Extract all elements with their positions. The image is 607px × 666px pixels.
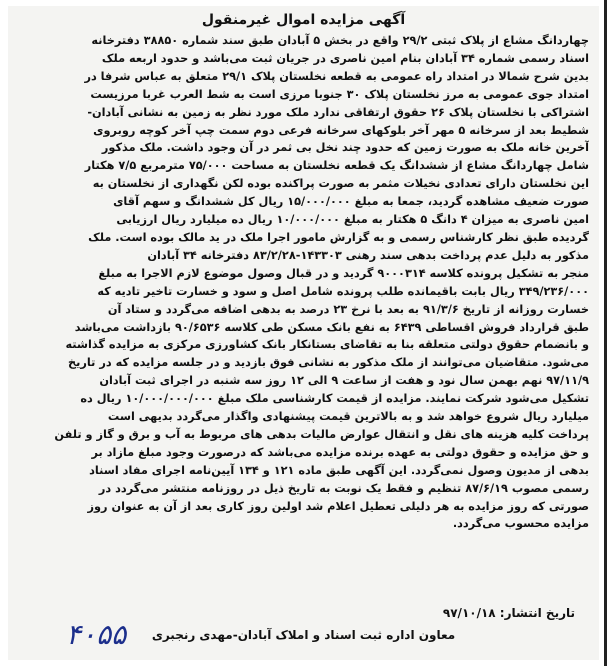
body-line: اسناد رسمی شماره ۳۴ آبادان بنام امین ناصری در جریان ثبت می‌باشد و حدود اربعه ملک xyxy=(101,51,589,65)
body-line: منجر به تشکیل پرونده کلاسه ۹۰۰۰۳۱۴ گردید و در قبال وصول موضوع لازم الاجرا به مبلغ xyxy=(98,266,589,280)
body-line: این نخلستان دارای تعدادی نخیلات مثمر به صورت پراکنده بوده لکن نگهداری از نخلستان به xyxy=(92,177,589,191)
body-line: مذکور به دلیل عدم پرداخت بدهی سند رهنی ۱۴۳۳۰۳-۸۳/۲/۲۸ دفترخانه ۳۴ آبادان xyxy=(147,248,589,262)
body-line: امتداد جوی عمومی به مرز نخلستان پلاک ۳۰ جنوبا مرزی است به شط العرب غربا مرزیست xyxy=(90,87,589,101)
body-line: چهاردانگ مشاع از پلاک ثبتی ۲۹/۲ واقع در بخش ۵ آبادان طبق سند شماره ۳۸۸۵۰ دفترخانه xyxy=(91,34,589,47)
publication-date: تاریخ انتشار: ۹۷/۱۰/۱۸ xyxy=(442,606,575,620)
body-line: ۳۴۹/۲۳۶/۰۰۰ ریال بابت باقیمانده طلب پرونده شامل اصل و سود و خسارت تاخیر تادیه که xyxy=(97,284,589,298)
body-line: و بانضمام حقوق دولتی متعلقه بنا به تقاضای بستانکار بانک کشاورزی مرکزی به مزایده گذاشته xyxy=(65,338,589,352)
body-line: تشکیل می‌شود شرکت نمایند. مزایده از قیمت کارشناسی ملک مبلغ ۱۰/۰۰۰/۰۰۰/۰۰۰ ریال ده xyxy=(80,392,589,406)
body-line: طبق قرارداد فروش اقساطی ۶۴۳۹ به نفع بانک مسکن طی کلاسه ۹۰/۶۵۳۶ بازداشت می‌باشد xyxy=(74,320,589,334)
body-line: اشتراکی با نخلستان پلاک ۲۶ حقوق ارتفاقی ندارد ملک مورد نظر به زمین به نشانی آبادان- xyxy=(87,105,589,119)
body-line: می‌شود. متقاضیان می‌توانند از ملک مذکور به نشانی فوق بازدید و در جلسه مزایده که در تاریخ xyxy=(68,356,589,370)
body-line: صورت ضعیف مشاهده گردید، جمعا به مبلغ ۱۵/۰۰۰/۰۰۰ ریال کل ششدانگ و سهم آقای xyxy=(113,195,589,209)
signature-line: معاون اداره ثبت اسناد و املاک آبادان-مهدی رنجبری xyxy=(151,628,456,642)
body-line: آخرین خانه ملک به صورت زمین که حدود چند نخل بی ثمر در آن وجود داشت. ملک مذکور xyxy=(101,141,589,155)
body-line: گردیده طبق نظر کارشناس رسمی و به گزارش مامور اجرا ملک در ید مالک بوده است. ملک xyxy=(88,230,589,244)
body-line: شطیط بعد از سرخانه ۵ مهر آخر بلوکهای سرخانه فرعی دوم سمت چپ آخر کوچه روبروی xyxy=(93,123,589,137)
body-line: بدهی از مدیون وصول نمی‌گردد. این آگهی طبق ماده ۱۲۱ و ۱۳۴ آیین‌نامه اجرای مفاد اسناد xyxy=(89,463,589,477)
body-line: میلیارد ریال شروع خواهد شد و به بالاترین قیمت پیشنهادی واگذار می‌گردد بدیهی است xyxy=(107,410,589,424)
body-line: بدین شرح شمالا در امتداد راه عمومی به قطعه نخلستان پلاک ۲۹/۱ متعلق به عباس شرفا در xyxy=(84,69,589,83)
notice-body xyxy=(22,32,589,533)
body-line: صورتی که روز مزایده به هر دلیلی تعطیل اعلام شد اولین روز کاری بعد از آن به عنوان روز xyxy=(87,499,589,513)
notice-title: آگهی مزایده اموال غیرمنقول xyxy=(201,12,406,28)
body-line: پرداخت کلیه هزینه های نقل و انتقال عوارض مالیات بدهی های مربوط به آب و برق و گاز و تلفن xyxy=(54,427,589,441)
body-line: ۹۷/۱۱/۹ نهم بهمن سال نود و هفت از ساعت ۹ الی ۱۲ روز سه شنبه در اجرای ثبت آبادان xyxy=(99,374,589,388)
handwritten-number: ۴۰۵۵ xyxy=(66,618,127,651)
body-line: رسمی مصوب ۸۷/۶/۱۹ تنظیم و فقط یک نوبت به تاریخ ذیل در روزنامه منتشر می‌گردد در xyxy=(98,481,589,495)
notice-sheet xyxy=(8,6,599,660)
body-line: و حق مزایده و حقوق دولتی به عهده برنده مزایده می‌باشد که درصورت وجود مبلغ مازاد بر xyxy=(91,445,589,459)
body-line: خسارت روزانه از تاریخ ۹۱/۳/۶ به بعد با نرخ ۲۳ درصد به بدهی اضافه می‌گردد و ستاد آن xyxy=(107,302,589,316)
body-line: مزایده محسوب می‌گردد. xyxy=(452,517,589,531)
body-line: امین ناصری به میزان ۴ دانگ ۵ هکتار به مبلغ ۱۰/۰۰۰/۰۰۰ ریال ده میلیارد ریال ارزیابی xyxy=(116,213,589,227)
body-line: شامل چهاردانگ مشاع از ششدانگ یک قطعه نخلستان به مساحت ۷۵/۰۰۰ مترمربع ۷/۵ هکتار xyxy=(84,159,589,173)
